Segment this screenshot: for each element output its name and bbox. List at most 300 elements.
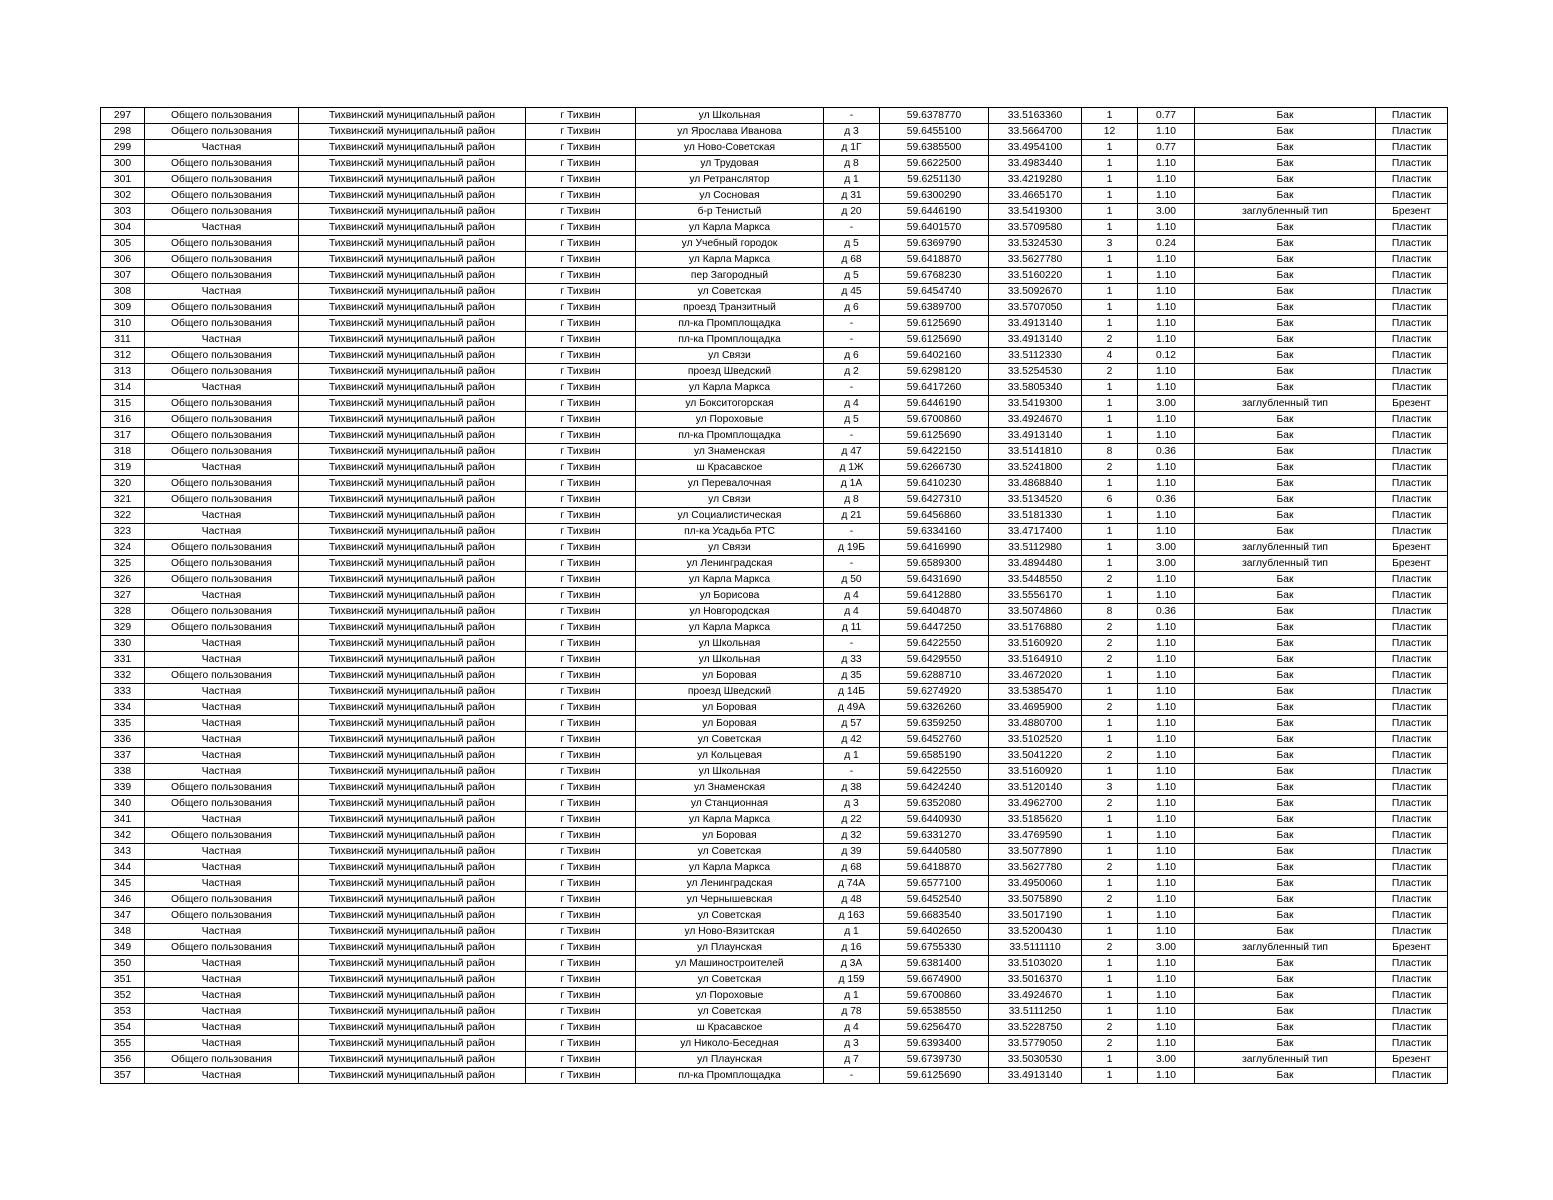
longitude-cell: 33.4924670 [989,412,1082,428]
container-count-cell: 2 [1082,700,1138,716]
latitude-cell: 59.6589300 [880,556,989,572]
settlement-cell: г Тихвин [526,588,636,604]
table-row [101,364,1448,380]
street-cell: ул Боровая [636,828,824,844]
longitude-cell: 33.5077890 [989,844,1082,860]
container-count-cell: 1 [1082,1004,1138,1020]
container-type-cell: Бак [1195,844,1376,860]
row-number-cell: 327 [101,588,145,604]
container-volume-cell: 1.10 [1138,908,1195,924]
municipal-district-cell: Тихвинский муниципальный район [299,796,526,812]
latitude-cell: 59.6378770 [880,108,989,124]
container-type-cell: Бак [1195,668,1376,684]
longitude-cell: 33.5181330 [989,508,1082,524]
house-number-cell: д 5 [824,412,880,428]
latitude-cell: 59.6418870 [880,860,989,876]
container-type-cell: Бак [1195,588,1376,604]
street-cell: ул Связи [636,540,824,556]
container-volume-cell: 1.10 [1138,844,1195,860]
municipal-district-cell: Тихвинский муниципальный район [299,364,526,380]
longitude-cell: 33.5160220 [989,268,1082,284]
container-type-cell: заглубленный тип [1195,940,1376,956]
row-number-cell: 324 [101,540,145,556]
municipal-district-cell: Тихвинский муниципальный район [299,732,526,748]
container-material-cell: Пластик [1376,1020,1448,1036]
container-volume-cell: 1.10 [1138,572,1195,588]
table-row [101,300,1448,316]
municipal-district-cell: Тихвинский муниципальный район [299,588,526,604]
latitude-cell: 59.6427310 [880,492,989,508]
street-cell: ул Станционная [636,796,824,812]
row-number-cell: 299 [101,140,145,156]
container-volume-cell: 1.10 [1138,620,1195,636]
container-volume-cell: 1.10 [1138,316,1195,332]
container-count-cell: 8 [1082,604,1138,620]
container-count-cell: 8 [1082,444,1138,460]
longitude-cell: 33.5102520 [989,732,1082,748]
table-row [101,188,1448,204]
settlement-cell: г Тихвин [526,332,636,348]
table-row [101,396,1448,412]
row-number-cell: 303 [101,204,145,220]
longitude-cell: 33.5419300 [989,204,1082,220]
container-type-cell: Бак [1195,380,1376,396]
ownership-type-cell: Частная [145,732,299,748]
house-number-cell: д 50 [824,572,880,588]
settlement-cell: г Тихвин [526,156,636,172]
street-cell: ул Связи [636,348,824,364]
container-type-cell: Бак [1195,748,1376,764]
container-material-cell: Пластик [1376,172,1448,188]
container-count-cell: 1 [1082,668,1138,684]
municipal-district-cell: Тихвинский муниципальный район [299,188,526,204]
house-number-cell: д 16 [824,940,880,956]
street-cell: проезд Транзитный [636,300,824,316]
container-material-cell: Пластик [1376,668,1448,684]
table-row [101,1004,1448,1020]
longitude-cell: 33.5160920 [989,764,1082,780]
table-row [101,316,1448,332]
container-material-cell: Пластик [1376,508,1448,524]
street-cell: ул Бокситогорская [636,396,824,412]
container-count-cell: 2 [1082,860,1138,876]
settlement-cell: г Тихвин [526,652,636,668]
house-number-cell: д 1 [824,988,880,1004]
ownership-type-cell: Общего пользования [145,204,299,220]
longitude-cell: 33.5016370 [989,972,1082,988]
settlement-cell: г Тихвин [526,892,636,908]
container-volume-cell: 1.10 [1138,828,1195,844]
settlement-cell: г Тихвин [526,940,636,956]
street-cell: ш Красавское [636,460,824,476]
ownership-type-cell: Частная [145,748,299,764]
container-material-cell: Пластик [1376,588,1448,604]
ownership-type-cell: Частная [145,652,299,668]
container-count-cell: 1 [1082,524,1138,540]
container-volume-cell: 1.10 [1138,652,1195,668]
street-cell: ул Чернышевская [636,892,824,908]
row-number-cell: 322 [101,508,145,524]
table-row [101,556,1448,572]
container-material-cell: Пластик [1376,908,1448,924]
longitude-cell: 33.4672020 [989,668,1082,684]
municipal-district-cell: Тихвинский муниципальный район [299,748,526,764]
container-material-cell: Брезент [1376,540,1448,556]
ownership-type-cell: Общего пользования [145,348,299,364]
municipal-district-cell: Тихвинский муниципальный район [299,284,526,300]
container-count-cell: 1 [1082,1068,1138,1084]
latitude-cell: 59.6422550 [880,636,989,652]
longitude-cell: 33.4954100 [989,140,1082,156]
house-number-cell: д 3А [824,956,880,972]
row-number-cell: 312 [101,348,145,364]
container-count-cell: 1 [1082,716,1138,732]
municipal-district-cell: Тихвинский муниципальный район [299,348,526,364]
container-count-cell: 1 [1082,412,1138,428]
container-volume-cell: 1.10 [1138,156,1195,172]
ownership-type-cell: Частная [145,1004,299,1020]
house-number-cell: д 1 [824,924,880,940]
container-material-cell: Пластик [1376,972,1448,988]
latitude-cell: 59.6455100 [880,124,989,140]
longitude-cell: 33.5448550 [989,572,1082,588]
ownership-type-cell: Частная [145,716,299,732]
municipal-district-cell: Тихвинский муниципальный район [299,300,526,316]
container-count-cell: 2 [1082,364,1138,380]
settlement-cell: г Тихвин [526,556,636,572]
container-count-cell: 3 [1082,236,1138,252]
latitude-cell: 59.6369790 [880,236,989,252]
container-volume-cell: 1.10 [1138,220,1195,236]
container-volume-cell: 0.24 [1138,236,1195,252]
longitude-cell: 33.5805340 [989,380,1082,396]
row-number-cell: 310 [101,316,145,332]
container-material-cell: Пластик [1376,828,1448,844]
house-number-cell: д 57 [824,716,880,732]
container-volume-cell: 3.00 [1138,1052,1195,1068]
latitude-cell: 59.6440930 [880,812,989,828]
settlement-cell: г Тихвин [526,1052,636,1068]
container-material-cell: Брезент [1376,204,1448,220]
municipal-district-cell: Тихвинский муниципальный район [299,444,526,460]
latitude-cell: 59.6412880 [880,588,989,604]
house-number-cell: д 68 [824,252,880,268]
table-row [101,1036,1448,1052]
container-volume-cell: 1.10 [1138,972,1195,988]
container-material-cell: Пластик [1376,364,1448,380]
settlement-cell: г Тихвин [526,204,636,220]
longitude-cell: 33.5419300 [989,396,1082,412]
table-row [101,172,1448,188]
latitude-cell: 59.6755330 [880,940,989,956]
municipal-district-cell: Тихвинский муниципальный район [299,604,526,620]
house-number-cell: д 14Б [824,684,880,700]
table-row [101,124,1448,140]
container-count-cell: 1 [1082,188,1138,204]
municipal-district-cell: Тихвинский муниципальный район [299,316,526,332]
table-row [101,908,1448,924]
container-count-cell: 1 [1082,220,1138,236]
ownership-type-cell: Частная [145,876,299,892]
longitude-cell: 33.5627780 [989,860,1082,876]
latitude-cell: 59.6700860 [880,412,989,428]
street-cell: ул Школьная [636,636,824,652]
table-row [101,476,1448,492]
container-type-cell: Бак [1195,428,1376,444]
municipal-district-cell: Тихвинский муниципальный район [299,700,526,716]
ownership-type-cell: Общего пользования [145,780,299,796]
latitude-cell: 59.6424240 [880,780,989,796]
municipal-district-cell: Тихвинский муниципальный район [299,956,526,972]
container-type-cell: Бак [1195,444,1376,460]
settlement-cell: г Тихвин [526,412,636,428]
house-number-cell: д 6 [824,348,880,364]
longitude-cell: 33.5074860 [989,604,1082,620]
container-material-cell: Пластик [1376,780,1448,796]
table-row [101,268,1448,284]
container-type-cell: Бак [1195,908,1376,924]
house-number-cell: д 8 [824,156,880,172]
house-number-cell: д 7 [824,1052,880,1068]
row-number-cell: 306 [101,252,145,268]
street-cell: ул Ретранслятор [636,172,824,188]
container-count-cell: 1 [1082,828,1138,844]
row-number-cell: 321 [101,492,145,508]
longitude-cell: 33.5111250 [989,1004,1082,1020]
street-cell: ул Связи [636,492,824,508]
municipal-district-cell: Тихвинский муниципальный район [299,460,526,476]
street-cell: ул Ленинградская [636,556,824,572]
container-count-cell: 2 [1082,796,1138,812]
table-row [101,284,1448,300]
container-volume-cell: 3.00 [1138,540,1195,556]
municipal-district-cell: Тихвинский муниципальный район [299,556,526,572]
ownership-type-cell: Общего пользования [145,124,299,140]
street-cell: пл-ка Промплощадка [636,428,824,444]
ownership-type-cell: Общего пользования [145,940,299,956]
street-cell: ул Карла Маркса [636,572,824,588]
longitude-cell: 33.4913140 [989,332,1082,348]
container-type-cell: Бак [1195,220,1376,236]
row-number-cell: 356 [101,1052,145,1068]
container-material-cell: Брезент [1376,1052,1448,1068]
settlement-cell: г Тихвин [526,172,636,188]
house-number-cell: д 32 [824,828,880,844]
street-cell: ул Школьная [636,764,824,780]
street-cell: ул Советская [636,284,824,300]
house-number-cell: д 3 [824,1036,880,1052]
row-number-cell: 326 [101,572,145,588]
latitude-cell: 59.6452540 [880,892,989,908]
municipal-district-cell: Тихвинский муниципальный район [299,876,526,892]
container-material-cell: Пластик [1376,684,1448,700]
ownership-type-cell: Частная [145,1020,299,1036]
longitude-cell: 33.5241800 [989,460,1082,476]
table-row [101,444,1448,460]
longitude-cell: 33.5164910 [989,652,1082,668]
house-number-cell: д 2 [824,364,880,380]
latitude-cell: 59.6331270 [880,828,989,844]
container-count-cell: 1 [1082,764,1138,780]
street-cell: ул Советская [636,732,824,748]
container-volume-cell: 0.36 [1138,444,1195,460]
table-row [101,700,1448,716]
longitude-cell: 33.5141810 [989,444,1082,460]
container-material-cell: Пластик [1376,380,1448,396]
settlement-cell: г Тихвин [526,124,636,140]
container-count-cell: 1 [1082,476,1138,492]
container-volume-cell: 1.10 [1138,124,1195,140]
street-cell: ул Карла Маркса [636,252,824,268]
table-row [101,236,1448,252]
row-number-cell: 347 [101,908,145,924]
container-material-cell: Пластик [1376,620,1448,636]
latitude-cell: 59.6447250 [880,620,989,636]
ownership-type-cell: Частная [145,956,299,972]
longitude-cell: 33.4665170 [989,188,1082,204]
house-number-cell: д 1А [824,476,880,492]
container-material-cell: Пластик [1376,268,1448,284]
municipal-district-cell: Тихвинский муниципальный район [299,620,526,636]
latitude-cell: 59.6422150 [880,444,989,460]
street-cell: пер Загородный [636,268,824,284]
container-volume-cell: 1.10 [1138,1036,1195,1052]
ownership-type-cell: Общего пользования [145,668,299,684]
municipal-district-cell: Тихвинский муниципальный район [299,1004,526,1020]
row-number-cell: 345 [101,876,145,892]
table-row [101,1020,1448,1036]
municipal-district-cell: Тихвинский муниципальный район [299,428,526,444]
house-number-cell: д 4 [824,396,880,412]
latitude-cell: 59.6393400 [880,1036,989,1052]
street-cell: ул Перевалочная [636,476,824,492]
longitude-cell: 33.5103020 [989,956,1082,972]
container-count-cell: 3 [1082,780,1138,796]
street-cell: б-р Тенистый [636,204,824,220]
municipal-district-cell: Тихвинский муниципальный район [299,844,526,860]
ownership-type-cell: Частная [145,1036,299,1052]
house-number-cell: д 1 [824,172,880,188]
container-type-cell: Бак [1195,796,1376,812]
longitude-cell: 33.4962700 [989,796,1082,812]
container-volume-cell: 1.10 [1138,636,1195,652]
settlement-cell: г Тихвин [526,828,636,844]
ownership-type-cell: Общего пользования [145,396,299,412]
latitude-cell: 59.6456860 [880,508,989,524]
house-number-cell: - [824,1068,880,1084]
container-volume-cell: 0.36 [1138,604,1195,620]
ownership-type-cell: Общего пользования [145,412,299,428]
settlement-cell: г Тихвин [526,508,636,524]
container-type-cell: Бак [1195,1004,1376,1020]
container-count-cell: 1 [1082,956,1138,972]
container-count-cell: 2 [1082,636,1138,652]
ownership-type-cell: Частная [145,844,299,860]
house-number-cell: д 163 [824,908,880,924]
municipal-district-cell: Тихвинский муниципальный район [299,380,526,396]
municipal-district-cell: Тихвинский муниципальный район [299,540,526,556]
latitude-cell: 59.6359250 [880,716,989,732]
container-material-cell: Пластик [1376,428,1448,444]
container-volume-cell: 1.10 [1138,252,1195,268]
latitude-cell: 59.6431690 [880,572,989,588]
house-number-cell: д 35 [824,668,880,684]
longitude-cell: 33.5112330 [989,348,1082,364]
latitude-cell: 59.6266730 [880,460,989,476]
container-type-cell: Бак [1195,636,1376,652]
row-number-cell: 311 [101,332,145,348]
container-count-cell: 1 [1082,380,1138,396]
ownership-type-cell: Общего пользования [145,796,299,812]
ownership-type-cell: Общего пользования [145,828,299,844]
container-volume-cell: 1.10 [1138,860,1195,876]
latitude-cell: 59.6622500 [880,156,989,172]
table-row [101,940,1448,956]
latitude-cell: 59.6125690 [880,332,989,348]
settlement-cell: г Тихвин [526,1036,636,1052]
longitude-cell: 33.5092670 [989,284,1082,300]
ownership-type-cell: Частная [145,988,299,1004]
longitude-cell: 33.5163360 [989,108,1082,124]
row-number-cell: 319 [101,460,145,476]
house-number-cell: д 68 [824,860,880,876]
table-row [101,668,1448,684]
settlement-cell: г Тихвин [526,636,636,652]
longitude-cell: 33.5112980 [989,540,1082,556]
house-number-cell: д 3 [824,796,880,812]
row-number-cell: 353 [101,1004,145,1020]
container-type-cell: Бак [1195,988,1376,1004]
table-row [101,252,1448,268]
table-row [101,780,1448,796]
container-type-cell: Бак [1195,860,1376,876]
table-row [101,140,1448,156]
street-cell: пл-ка Промплощадка [636,1068,824,1084]
settlement-cell: г Тихвин [526,668,636,684]
container-volume-cell: 1.10 [1138,460,1195,476]
longitude-cell: 33.4913140 [989,428,1082,444]
row-number-cell: 315 [101,396,145,412]
row-number-cell: 314 [101,380,145,396]
house-number-cell: д 4 [824,604,880,620]
table-row [101,460,1448,476]
container-count-cell: 1 [1082,204,1138,220]
settlement-cell: г Тихвин [526,108,636,124]
container-type-cell: Бак [1195,316,1376,332]
container-type-cell: Бак [1195,764,1376,780]
table-row [101,796,1448,812]
table-row [101,380,1448,396]
settlement-cell: г Тихвин [526,796,636,812]
container-count-cell: 1 [1082,140,1138,156]
settlement-cell: г Тихвин [526,908,636,924]
house-number-cell: д 74А [824,876,880,892]
table-row [101,108,1448,124]
settlement-cell: г Тихвин [526,188,636,204]
container-count-cell: 1 [1082,108,1138,124]
street-cell: ул Плаунская [636,940,824,956]
table-row [101,860,1448,876]
ownership-type-cell: Частная [145,460,299,476]
municipal-district-cell: Тихвинский муниципальный район [299,204,526,220]
row-number-cell: 341 [101,812,145,828]
latitude-cell: 59.6352080 [880,796,989,812]
house-number-cell: д 48 [824,892,880,908]
container-volume-cell: 1.10 [1138,284,1195,300]
container-material-cell: Брезент [1376,940,1448,956]
row-number-cell: 337 [101,748,145,764]
municipal-district-cell: Тихвинский муниципальный район [299,476,526,492]
